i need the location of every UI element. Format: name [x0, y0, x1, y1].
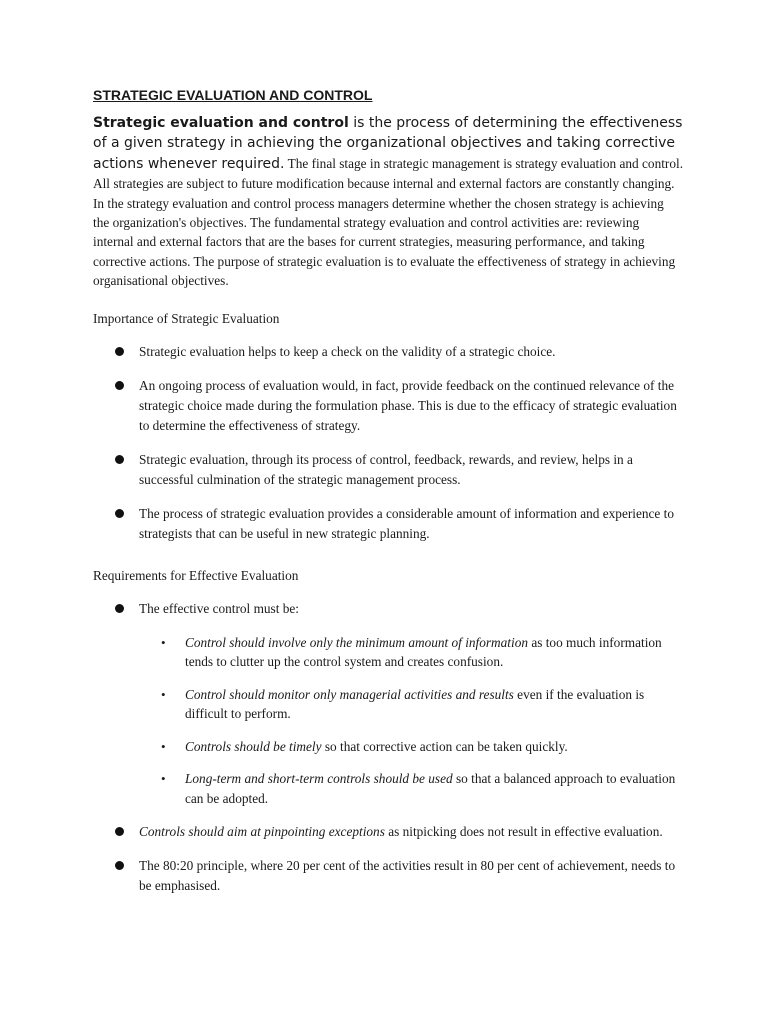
- bullet-dot-icon: [115, 455, 124, 464]
- importance-heading: Importance of Strategic Evaluation: [93, 310, 280, 326]
- subitem-text: so that a balanced approach to evaluation can be adopted.: [185, 771, 676, 806]
- requirements-subitem: [93, 633, 683, 672]
- subitem-text: so that corrective action can be taken quickly.: [321, 738, 568, 754]
- importance-list: [93, 342, 683, 544]
- sub-bullet-icon: •: [161, 738, 166, 754]
- subitem-emphasis: Long-term and short-term controls should be used: [185, 771, 453, 787]
- importance-item: [93, 376, 683, 436]
- importance-item-text: The process of strategic evaluation provides a considerable amount of information and experience to strategists that can be useful in new strategic planning.: [139, 505, 675, 541]
- sub-bullet-icon: •: [161, 771, 166, 787]
- intro-body: The final stage in strategic management is strategy evaluation and control. All strategies are subject to future modification because internal and external factors are constantly changing. In the strategy evaluation and control process managers determine whether the chosen strategy is achieving the organization's objectives. The fundamental strategy evaluation and control activities are: reviewing internal and external factors that are the bases for current strategies, measuring performance, and taking corrective actions. The purpose of strategic evaluation is to evaluate the effectiveness of strategy in achieving organisational objectives.: [93, 155, 684, 289]
- intro-paragraph: [93, 113, 683, 291]
- subitem-emphasis: Controls should be timely: [185, 738, 322, 754]
- importance-item: [93, 504, 683, 544]
- importance-item-text: Strategic evaluation, through its process of control, feedback, rewards, and review, helps in a successful culmination of the strategic management process.: [139, 451, 633, 487]
- sub-bullet-icon: •: [161, 634, 166, 650]
- bullet-dot-icon: [115, 509, 124, 518]
- bullet-dot-icon: [115, 827, 124, 836]
- requirements-subitem: [93, 769, 683, 808]
- requirements-item: [93, 822, 683, 842]
- bullet-dot-icon: [115, 861, 124, 870]
- bullet-dot-icon: [115, 604, 124, 613]
- requirements-item-text: The 80:20 principle, where 20 per cent of the activities result in 80 per cent of achievement, needs to be emphasised.: [139, 858, 676, 894]
- requirements-subitem: [93, 685, 683, 724]
- requirements-list: [93, 599, 683, 897]
- bullet-dot-icon: [115, 381, 124, 390]
- requirements-item-text: The effective control must be:: [139, 600, 299, 616]
- importance-item: [93, 342, 683, 362]
- subitem-emphasis: Control should monitor only managerial activities and results: [185, 686, 514, 702]
- requirements-sublist: [93, 633, 683, 809]
- requirements-item: [93, 599, 683, 809]
- requirements-item-text: as nitpicking does not result in effective evaluation.: [384, 824, 663, 840]
- intro-lead-rest: is the process of determining the effectiveness of a given strategy in achieving the organizational objectives and taking corrective actions whenever required.: [93, 115, 683, 172]
- subitem-text: as too much information tends to clutter up the control system and creates confusion.: [185, 634, 662, 670]
- bullet-dot-icon: [115, 347, 124, 356]
- document-title: STRATEGIC EVALUATION AND CONTROL: [93, 87, 373, 103]
- importance-item-text: Strategic evaluation helps to keep a check on the validity of a strategic choice.: [139, 343, 556, 359]
- importance-item-text: An ongoing process of evaluation would, in fact, provide feedback on the continued relevance of the strategic choice made during the formulation phase. This is due to the efficacy of strategic evaluation to determine the effectiveness of strategy.: [139, 377, 677, 433]
- subitem-text: even if the evaluation is difficult to perform.: [185, 686, 645, 722]
- requirements-heading: Requirements for Effective Evaluation: [93, 567, 299, 583]
- requirements-item: [93, 856, 683, 896]
- subitem-emphasis: Control should involve only the minimum amount of information: [185, 634, 528, 650]
- intro-lead-bold: Strategic evaluation and control: [93, 115, 349, 131]
- importance-item: [93, 450, 683, 490]
- sub-bullet-icon: •: [161, 686, 166, 702]
- requirements-item-emphasis: Controls should aim at pinpointing exceptions: [139, 824, 385, 840]
- requirements-subitem: [93, 737, 683, 757]
- document-page: [93, 86, 683, 910]
